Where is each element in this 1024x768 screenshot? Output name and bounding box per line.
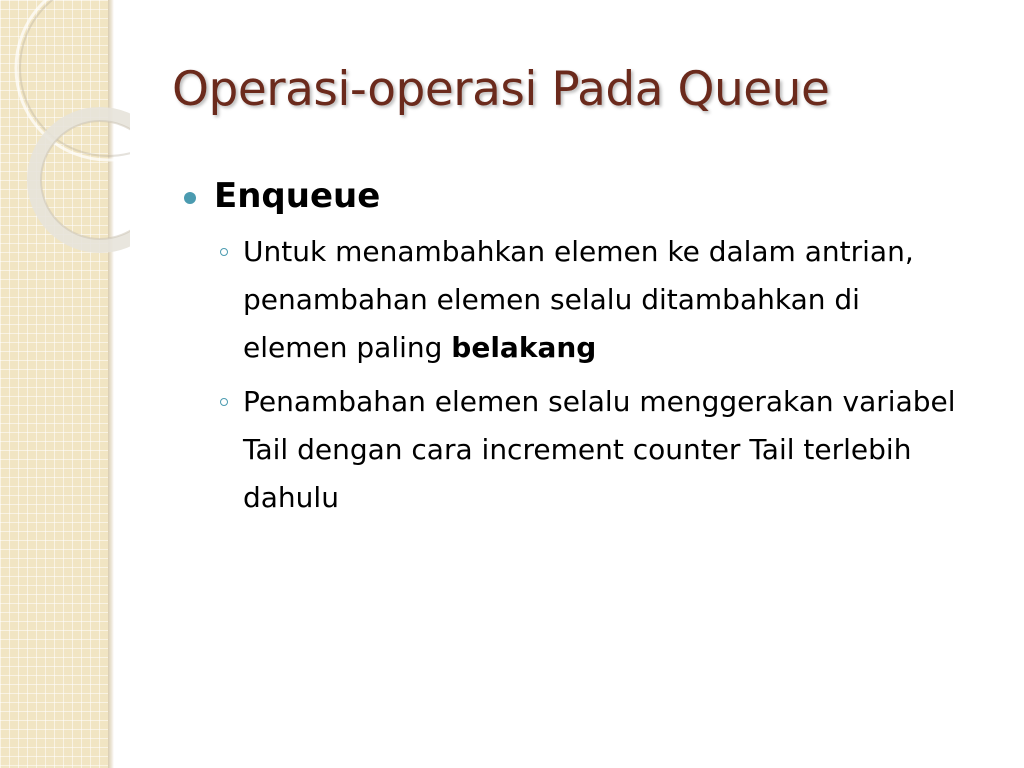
bullet-label: Enqueue — [214, 176, 381, 216]
bullet-enqueue — [184, 172, 984, 220]
decorative-rings — [0, 0, 130, 260]
bullet-dot-icon — [184, 192, 196, 204]
sub-bullet-text: Untuk menambahkan elemen ke dalam antrian, penambahan elemen selalu ditambahkan di elemen paling — [243, 235, 914, 364]
bullet-ring-icon — [220, 248, 228, 256]
slide-content — [184, 172, 984, 522]
sub-bullet-1 — [184, 228, 963, 372]
slide-title: Operasi-operasi Pada Queue — [172, 62, 830, 117]
sub-bullet-text: Penambahan elemen selalu menggerakan variabel Tail dengan cara increment counter Tail terlebih dahulu — [243, 385, 956, 514]
sub-bullet-bold-text: belakang — [451, 331, 597, 364]
sub-bullet-2 — [184, 378, 963, 522]
bullet-ring-icon — [220, 398, 228, 406]
